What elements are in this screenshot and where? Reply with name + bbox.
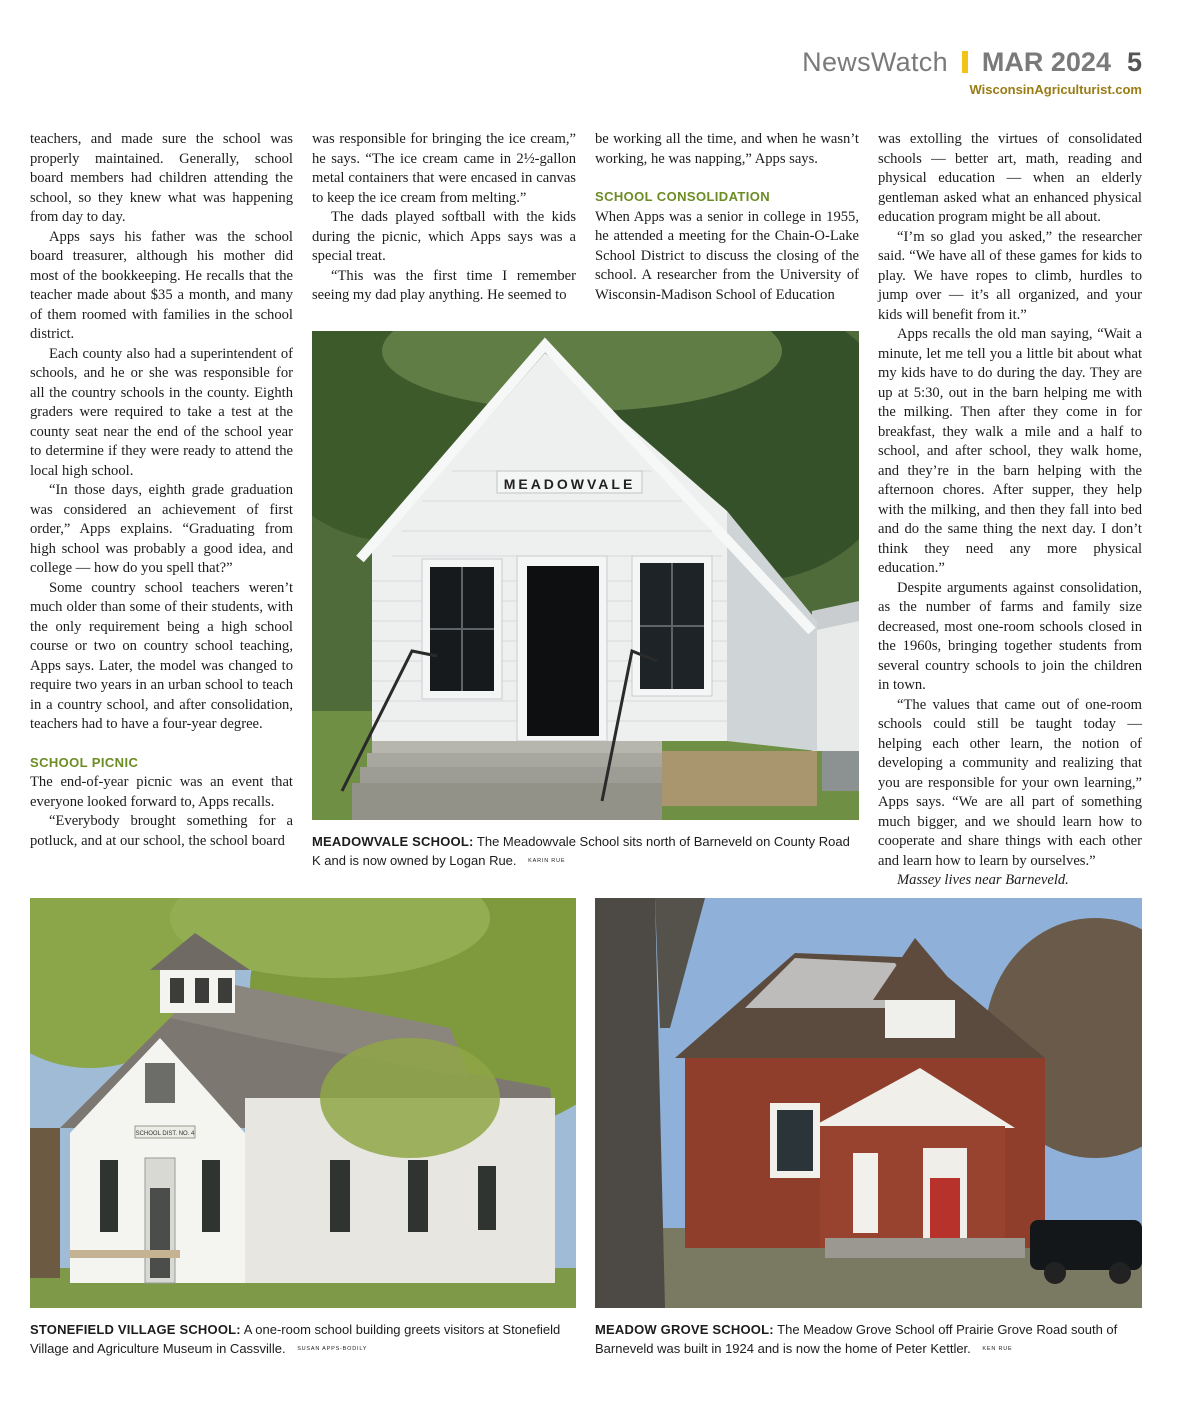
paragraph: Apps says his father was the school board treasurer, although his mother did most of the bookkeeping. He recalls that the teacher made about $35 a month, and many of them roomed with families in the school district.: [30, 228, 293, 342]
meadowvale-sign: [497, 473, 642, 495]
header-line: [802, 44, 1142, 80]
paragraph: The end-of-year picnic was an event that everyone looked forward to, Apps recalls.: [30, 774, 293, 810]
paragraph: was extolling the virtues of consolidated schools — better art, math, reading and physical education — when an elderly gentleman asked what an enhanced physical education program might be all about.: [878, 131, 1142, 225]
paragraph: Apps recalls the old man saying, “Wait a minute, let me tell you a little bit about what my kids have to do during the day. They are up at 5:30, out in the barn helping me with the milking. Then after they come in for breakfast, they walk a mile and a half to school, and after school, they walk home, and they’re in the barn helping with the afternoon chores. After supper, they help with the milking, and then they fall into bed and do the same thing the next day. I don’t think they need any more physical education.”: [878, 326, 1142, 576]
meadowvale-sign-text: MEADOWVALE: [503, 476, 636, 492]
meadowvale-school-photo: [312, 331, 859, 820]
school-district-sign: SCHOOL DIST. NO. 4: [135, 1131, 195, 1137]
paragraph: “I’m so glad you asked,” the researcher said. “We have all of these games for kids to play. We have ropes to climb, hurdles to jump over — it’s all organized, and your kids will benefit from it.”: [878, 228, 1142, 323]
publication-name: NewsWatch: [802, 46, 948, 77]
photo-credit: KARIN RUE: [528, 858, 566, 865]
paragraph: teachers, and made sure the school was properly maintained. Generally, school board members had children attending the school, so they knew what was happening from day to day.: [30, 131, 293, 225]
paragraph: “In those days, eighth grade graduation was considered an achievement of first order,” Apps explains. “Graduating from high school was probably a good idea, and college — how do you spell that?”: [30, 482, 293, 576]
caption-text: The Meadow Grove School off Prairie Grove Road south of Barneveld was built in 1924 and is now the home of Peter Kettler.: [595, 1322, 1118, 1356]
paragraph: Each county also had a superintendent of schools, and he or she was responsible for all the country schools in the county. Eighth graders were required to take a test at the county seat near the end of the school year to determine if they were ready to attend the local high school.: [30, 345, 293, 479]
paragraph: “This was the first time I remember seeing my dad play anything. He seemed to: [312, 267, 576, 303]
caption-text: The Meadowvale School sits north of Barneveld on County Road K and is now owned by Logan Rue.: [312, 834, 850, 868]
photo-credit: SUSAN APPS-BODILY: [297, 1346, 368, 1353]
paragraph: “Everybody brought something for a potluck, and at our school, the school board: [30, 813, 293, 849]
subhead-school-consolidation: SCHOOL CONSOLIDATION: [595, 189, 771, 204]
paragraph: Some country school teachers weren’t much older than some of their students, with the only requirement being a high school course or two on country school teaching, Apps says. Later, the model was changed to require two years in an urban school to teach in a country school, and after consolidation, teachers had to have a four-year degree.: [30, 579, 293, 732]
subhead-school-picnic: SCHOOL PICNIC: [30, 754, 139, 770]
meadowvale-caption: [312, 832, 859, 871]
paragraph: The dads played softball with the kids during the picnic, which Apps says was a special treat.: [312, 209, 576, 264]
issue-date: MAR 2024: [981, 46, 1111, 77]
caption-label: MEADOW GROVE SCHOOL:: [595, 1322, 774, 1337]
stonefield-caption: [30, 1320, 576, 1359]
meadow-grove-school-illustration: [595, 898, 1142, 1308]
caption-text: A one-room school building greets visitors at Stonefield Village and Agriculture Museum in Cassville.: [30, 1322, 561, 1356]
website-link[interactable]: WisconsinAgriculturist.com: [969, 82, 1142, 97]
paragraph: was responsible for bringing the ice cream,” he says. “The ice cream came in 2½-gallon metal containers that were encased in canvas to keep the ice cream from melting.”: [312, 131, 576, 206]
caption-label: MEADOWVALE SCHOOL:: [312, 834, 474, 849]
article-column-2: [312, 130, 576, 306]
paragraph: “The values that came out of one-room schools could still be taught today — helping each other learn, the notion of developing a community and realizing that you are responsible for your own learning,” Apps says. “We are all part of something much bigger, and we should learn how to cooperate and share things with each other and learn how to learn by ourselves.”: [878, 696, 1142, 869]
article-column-4: [878, 130, 1142, 891]
meadowvale-school-illustration: [312, 331, 859, 820]
meadow-grove-caption: [595, 1320, 1142, 1359]
photo-credit: KEN RUE: [982, 1346, 1013, 1353]
stonefield-school-photo: [30, 898, 576, 1308]
author-byline: Massey lives near Barneveld.: [897, 872, 1069, 888]
stonefield-school-illustration: [30, 898, 576, 1308]
meadow-grove-school-photo: [595, 898, 1142, 1308]
header-divider: [962, 51, 968, 73]
paragraph: be working all the time, and when he wasn’t working, he was napping,” Apps says.: [595, 131, 859, 167]
paragraph: Despite arguments against consolidation, as the number of farms and family size decreased, most one-room schools closed in the 1960s, bringing together students from several country schools to join the children in town.: [878, 579, 1142, 693]
article-column-1: [30, 130, 293, 851]
page-header: [802, 44, 1142, 97]
caption-label: STONEFIELD VILLAGE SCHOOL:: [30, 1322, 241, 1337]
paragraph: When Apps was a senior in college in 1955, he attended a meeting for the Chain-O-Lake School District to discuss the closing of the school. A researcher from the University of Wisconsin-Madison School of Education: [595, 208, 859, 303]
article-column-3: [595, 130, 859, 305]
page-number: 5: [1126, 46, 1142, 77]
